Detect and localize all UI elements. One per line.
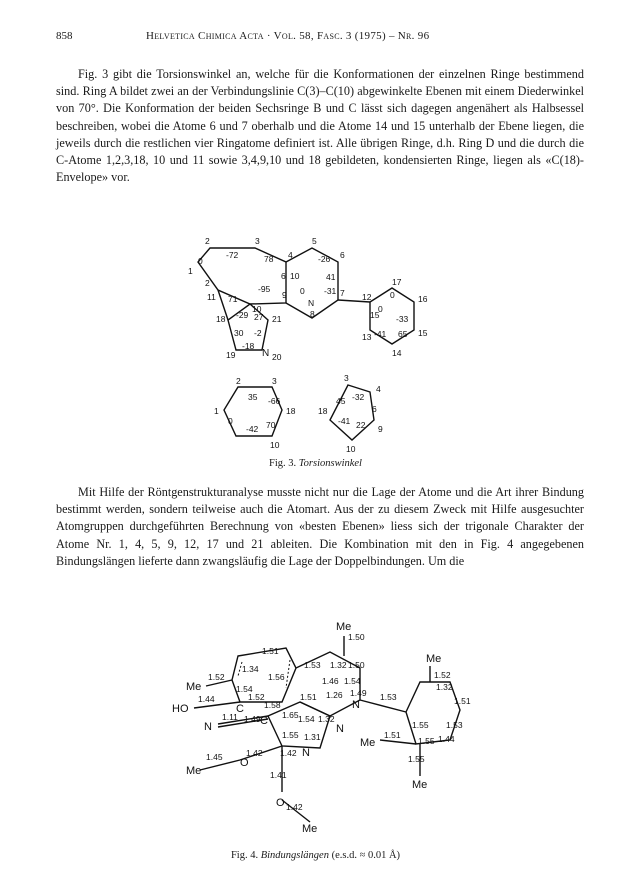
atom-label: C: [260, 715, 268, 727]
torsion-angle: -95: [258, 284, 271, 294]
bond-length: 1.58: [264, 700, 281, 710]
bond-length: 1.49: [350, 688, 367, 698]
atom-label: N: [308, 298, 315, 308]
atom-label: 6: [340, 250, 345, 260]
fig3-caption-title: Torsionswinkel: [298, 458, 362, 469]
bond-length: 1.49: [244, 714, 261, 724]
atom-label: 18: [318, 406, 328, 416]
torsion-angle: 41: [326, 272, 336, 282]
atom-label: 19: [226, 350, 236, 360]
atom-label: 1: [188, 266, 193, 276]
group-label: Me: [302, 823, 318, 835]
torsion-angle: 30: [234, 328, 244, 338]
bond-length: 1.52: [248, 692, 265, 702]
atom-label: N: [262, 348, 270, 359]
atom-label: C: [236, 703, 244, 715]
paragraph-xray: Mit Hilfe der Röntgenstrukturanalyse musste nicht nur die Lage der Atome und die Art ihrer Bindung bestimmt werden, sondern teilweise auch die Atomart. Aus der zu diesem Zweck mit Hilfe ausgesuchter Atomgruppen durchgeführten Berechnung von «besten Ebenen» liess sich der trigonale Charakter der Atome Nr. 1, 4, 5, 9, 12, 17 und 21 ableiten. Die Kombination mit den in Fig. 4 angegebenen Bindungslängen lieferte dann zwangsläufig die Lage der Doppelbindungen. Um die: [56, 485, 584, 568]
bond-length: 1.54: [298, 714, 315, 724]
atom-label: 13: [362, 332, 372, 342]
atom-label: 1: [214, 406, 219, 416]
bond-length: 1.55: [408, 754, 425, 764]
page-number: 858: [56, 30, 73, 42]
bond-length: 1.53: [380, 692, 397, 702]
torsion-angle: 0: [390, 290, 395, 300]
bond-length: 1.51: [384, 730, 401, 740]
bond-length: 1.51: [454, 696, 471, 706]
atom-label: 6: [281, 271, 286, 281]
fig3-main-structure: [198, 248, 414, 440]
atom-label: O: [240, 757, 249, 769]
atom-label: 5: [312, 236, 317, 246]
atom-label: 4: [288, 250, 293, 260]
fig4-caption-title: Bindungslängen: [260, 850, 329, 861]
fig4-caption: [0, 850, 631, 861]
bond-length: 1.34: [242, 664, 259, 674]
atom-label: 10: [270, 440, 280, 450]
group-label: Me: [360, 737, 376, 749]
torsion-angle: 0: [228, 416, 233, 426]
torsion-angle: 27: [254, 312, 264, 322]
atom-label: 10: [252, 304, 262, 314]
bond-length: 1.45: [206, 752, 223, 762]
torsion-angle: 22: [356, 420, 366, 430]
bond-length: 1.42: [246, 748, 263, 758]
journal-line: Helvetica Chimica Acta · Vol. 58, Fasc. 3 (1975) – Nr. 96: [146, 30, 430, 42]
bond-length: 1.52: [434, 670, 451, 680]
bond-me: [380, 740, 416, 744]
bond-length: 1.32: [330, 660, 347, 670]
group-label: Me: [412, 779, 428, 791]
fig4-caption-suffix: (e.s.d. ≈ 0.01 Å): [331, 850, 401, 861]
atom-label: 18: [286, 406, 296, 416]
bond-length: 1.52: [208, 672, 225, 682]
bond-length: 1.46: [322, 676, 339, 686]
bond-length: 1.51: [262, 646, 279, 656]
torsion-angle: -41: [338, 416, 351, 426]
group-label: Me: [426, 653, 442, 665]
torsion-angle: -26: [318, 254, 331, 264]
torsion-angle: -41: [374, 329, 387, 339]
paragraph-torsion: Fig. 3 gibt die Torsionswinkel an, welche für die Konformationen der einzelnen Ringe bestimmend sind. Ring A bildet zwei an der Verbindungslinie C(3)–C(10) abgewinkelte Ebenen mit einem Diederwinkel von 70°. Die Konformation der beiden Sechsringe B und C lässt sich dagegen angenähert als Halbsessel beschreiben, wobei die Atome 6 und 7 oberhalb und die Atome 14 und 15 unterhalb der Ebene liegen, die jeweils durch die restlichen vier Ringatome definiert ist. Alle übrigen Ringe, d.h. Ring D und die durch die C-Atome 1,2,3,18, 10 und 11 sowie 3,4,9,10 und 18 gebildeten, kondensierten Ringe, liegen als «C(18)-Envelope» vor.: [56, 67, 584, 185]
atom-label: 16: [418, 294, 428, 304]
atom-label: 6: [372, 404, 377, 414]
torsion-angle: 45: [336, 396, 346, 406]
atom-label: 18: [216, 314, 226, 324]
fig3-labels: [188, 236, 428, 454]
atom-label: 20: [272, 352, 282, 362]
atom-label: 10: [290, 271, 300, 281]
atom-label: 14: [392, 348, 402, 358]
torsion-angle: 71: [228, 294, 238, 304]
bond-length: 1.65: [282, 710, 299, 720]
group-label: Me: [186, 681, 202, 693]
bond-length: 1.55: [418, 736, 435, 746]
bond-length: 1.42: [286, 802, 303, 812]
atom-label: N: [204, 721, 212, 733]
bond-length: 1.55: [282, 730, 299, 740]
bond-length: 1.26: [326, 690, 343, 700]
atom-label: N: [302, 747, 310, 759]
atom-label: 8: [310, 309, 315, 319]
torsion-angle: 70: [266, 420, 276, 430]
fig3-caption: [0, 458, 631, 469]
bond-length: 1.11: [222, 712, 238, 722]
torsion-angle: -42: [246, 424, 259, 434]
atom-label: 4: [376, 384, 381, 394]
group-label: HO: [172, 703, 189, 715]
bond-length: 1.51: [300, 692, 317, 702]
atom-label: 21: [272, 314, 282, 324]
fig3-caption-prefix: Fig. 3.: [269, 458, 297, 469]
atom-label: 2: [236, 376, 241, 386]
group-label: Me: [186, 765, 202, 777]
atom-label: 2: [205, 278, 210, 288]
bond-length: 1.42: [280, 748, 297, 758]
atom-label: 3: [272, 376, 277, 386]
torsion-angle: -2: [254, 328, 262, 338]
atom-label: 12: [362, 292, 372, 302]
bond-length: 1.41: [270, 770, 287, 780]
torsion-angle: -66: [268, 396, 281, 406]
torsion-angle: -29: [236, 310, 249, 320]
bond-length: 1.54: [344, 676, 361, 686]
bond-length: 1.31: [304, 732, 321, 742]
bond-length: 1.54: [236, 684, 253, 694]
torsion-angle: 78: [264, 254, 274, 264]
bond-length: 1.53: [446, 720, 463, 730]
atom-label: N: [352, 699, 360, 711]
bond-length: 1.53: [304, 660, 321, 670]
bond-length: 1.32: [436, 682, 453, 692]
atom-label: 10: [346, 444, 356, 454]
bond-length: 1.50: [348, 632, 365, 642]
torsion-angle: 35: [248, 392, 258, 402]
bond-length: 1.55: [412, 720, 429, 730]
atom-label: O: [276, 797, 285, 809]
torsion-angle: -32: [352, 392, 365, 402]
fig4-caption-prefix: Fig. 4.: [230, 850, 259, 861]
torsion-angle: 0: [300, 286, 305, 296]
atom-label: 17: [392, 277, 402, 287]
atom-label: 3: [255, 236, 260, 246]
torsion-angle: -18: [242, 341, 255, 351]
torsion-angle: -33: [396, 314, 409, 324]
fig4-labels: [172, 621, 471, 835]
torsion-angle: -72: [226, 250, 239, 260]
atom-label: 9: [378, 424, 383, 434]
torsion-angle: 0: [198, 256, 203, 266]
bond-length: 1.32: [318, 714, 335, 724]
bond-length: 1.44: [198, 694, 215, 704]
bond-length: 1.56: [268, 672, 285, 682]
torsion-angle: 65: [398, 329, 408, 339]
atom-label: 3: [344, 373, 349, 383]
atom-label: 7: [340, 288, 345, 298]
atom-label: 2: [205, 236, 210, 246]
group-label: Me: [336, 621, 352, 633]
torsion-angle: -31: [324, 286, 337, 296]
torsion-angle: 0: [378, 304, 383, 314]
atom-label: 15: [418, 328, 428, 338]
atom-label: 9: [282, 290, 287, 300]
bond-length: 1.50: [348, 660, 365, 670]
bond-length: 1.44: [438, 734, 455, 744]
atom-label: 11: [207, 292, 216, 302]
atom-label: 15: [370, 310, 380, 320]
atom-label: N: [336, 723, 344, 735]
